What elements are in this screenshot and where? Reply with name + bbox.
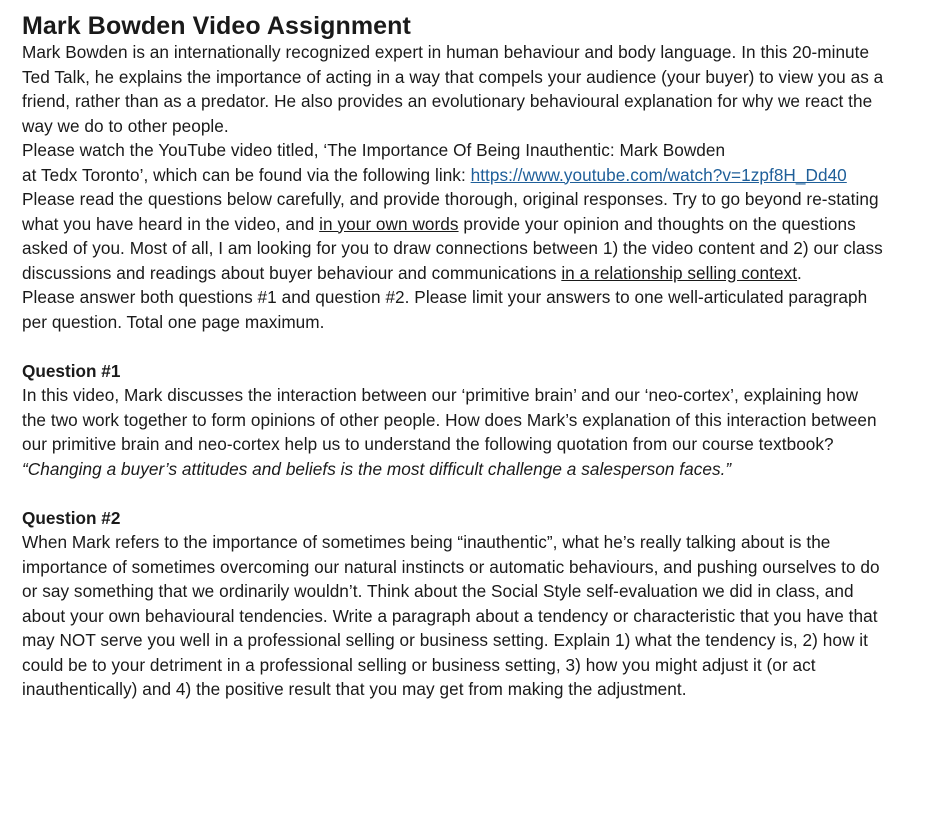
relationship-selling-emphasis: in a relationship selling context <box>561 262 798 283</box>
watch-text-line-2: at Tedx Toronto’, which can be found via the following link: <box>22 164 471 185</box>
question-1-body <box>22 383 886 481</box>
youtube-link[interactable]: https://www.youtube.com/watch?v=1zpf8H_Dd40 <box>470 164 847 185</box>
instructions-text-3: . <box>797 262 802 283</box>
textbook-quote: “Changing a buyer’s attitudes and beliefs is the most difficult challenge a salesperson faces.” <box>22 458 732 479</box>
instructions-text-1: Please read the questions below carefully, and provide thorough, original responses. Try to go beyond re-stating what you have heard in the video, and <box>22 189 879 234</box>
question-2-heading: Question #2 <box>22 507 121 528</box>
question-1-text: In this video, Mark discusses the interaction between our ‘primitive brain’ and our ‘neo-cortex’, explaining how the two work together to form opinions of other people. How does Mark’s explanation of this interaction between our primitive brain and neo-cortex help us to understand the following quotation from our course textbook? <box>22 385 877 454</box>
document-title: Mark Bowden Video Assignment <box>22 12 411 40</box>
answer-instructions: Please answer both questions #1 and question #2. Please limit your answers to one well-articulated paragraph per question. Total one page maximum. <box>22 287 868 332</box>
spacer <box>22 334 886 359</box>
question-2-body: When Mark refers to the importance of sometimes being “inauthentic”, what he’s really talking about is the importance of sometimes overcoming our natural instincts or automatic behaviours, and pushing ourselves to do or say something that we ordinarily wouldn’t. Think about the Social Style self-evaluation we did in class, and about your own behavioural tendencies. Write a paragraph about a tendency or characteristic that you have that may NOT serve you well in a professional selling or business setting. Explain 1) what the tendency is, 2) how it could be to your detriment in a professional selling or business setting, 3) how you might adjust it (or act inauthentically) and 4) the positive result that you may get from making the adjustment. <box>22 532 880 699</box>
watch-text-line-1: Please watch the YouTube video titled, ‘The Importance Of Being Inauthentic: Mark Bowden <box>22 140 726 160</box>
question-1-heading: Question #1 <box>22 360 121 381</box>
instructions-paragraph <box>22 187 886 285</box>
intro-paragraph: Mark Bowden is an internationally recognized expert in human behaviour and body language. In this 20-minute Ted Talk, he explains the importance of acting in a way that compels your audience (your buyer) to view you as a friend, rather than as a predator. He also provides an evolutionary behavioural explanation for why we react the way we do to other people. <box>22 42 884 136</box>
own-words-emphasis: in your own words <box>319 213 459 234</box>
instructions-text-2: provide your opinion and thoughts on the questions asked of you. Most of all, I am looking for you to draw connections between 1) the video content and 2) our class discussions and readings about buyer behaviour and communications <box>22 213 883 283</box>
spacer <box>22 481 886 506</box>
watch-instructions <box>22 138 886 187</box>
